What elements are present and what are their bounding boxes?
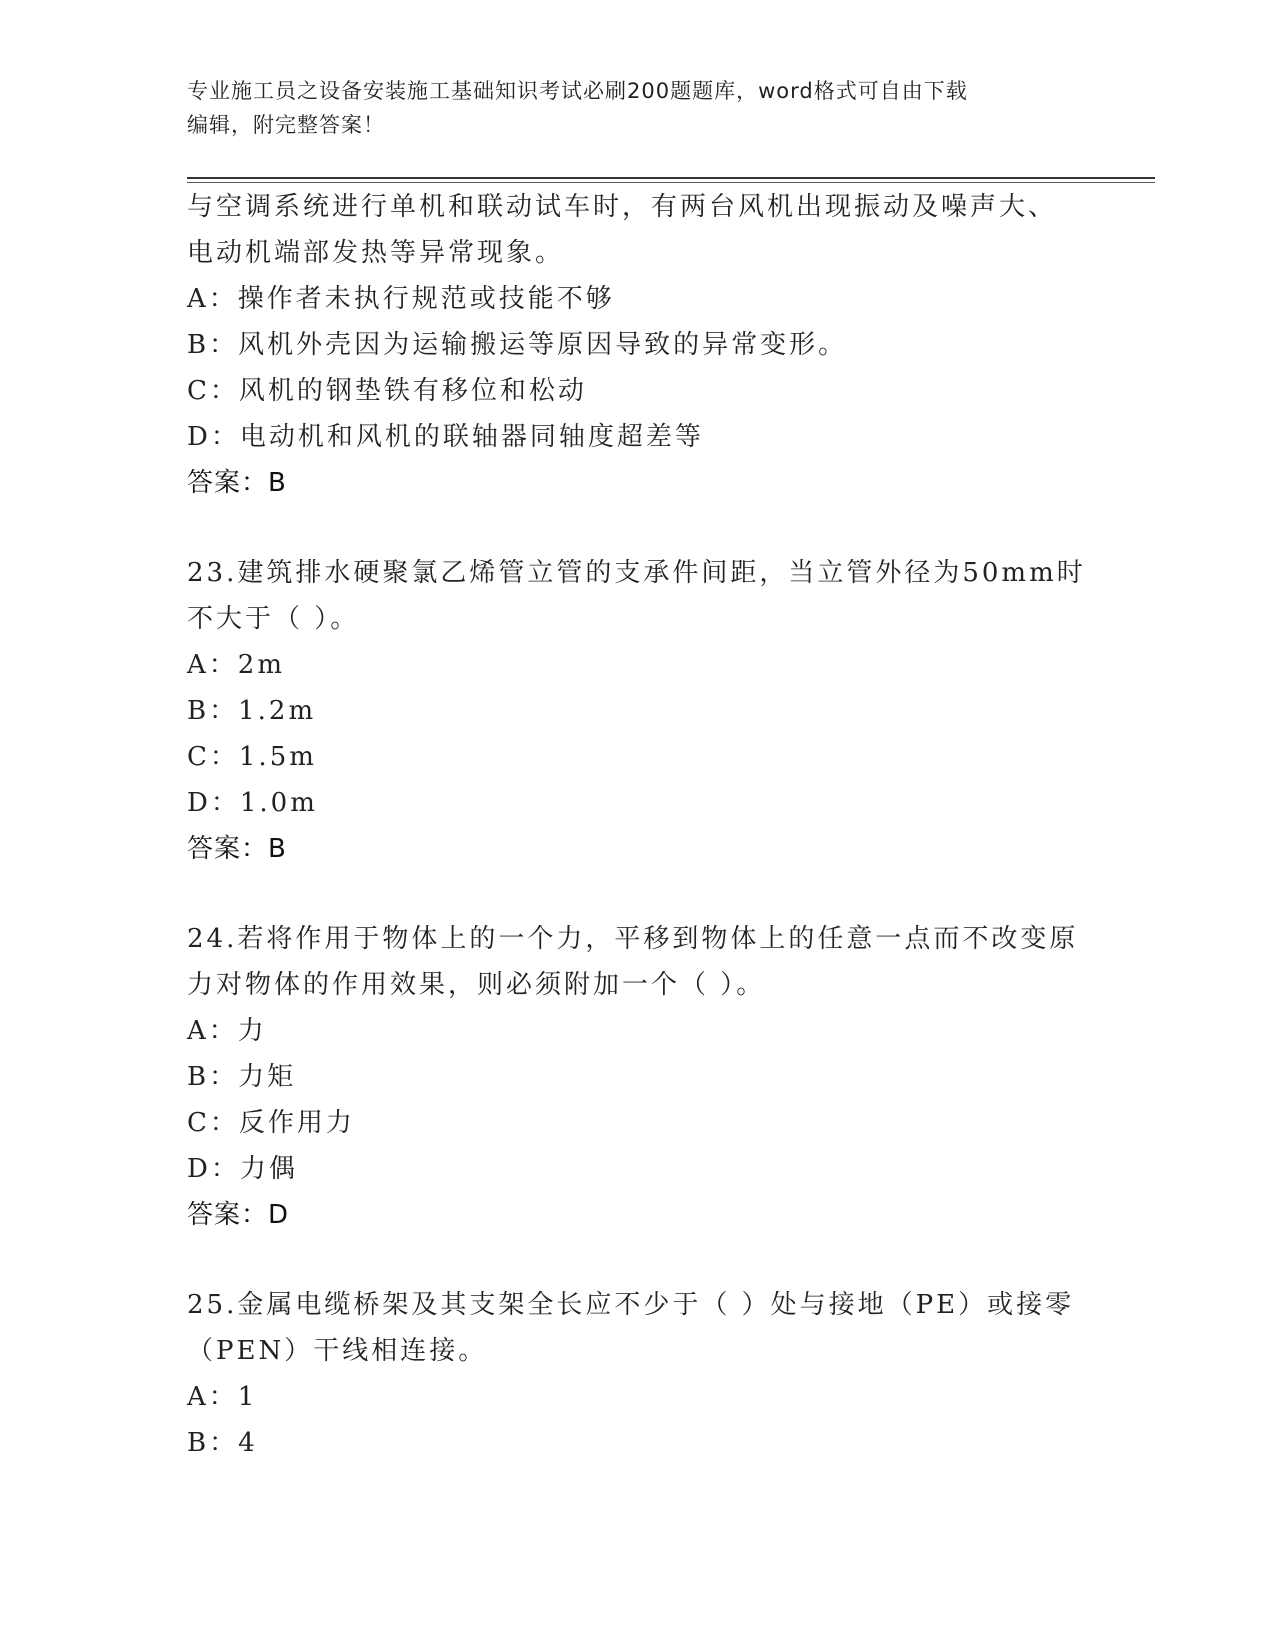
question-22-option-c: C：风机的钢垫铁有移位和松动 (187, 376, 587, 406)
header-divider-thick (187, 177, 1155, 179)
question-23-answer: 答案：B (187, 834, 287, 864)
question-24-option-d: D：力偶 (187, 1154, 298, 1184)
question-23-option-b: B：1.2m (187, 696, 317, 726)
question-23-stem-line-1: 23.建筑排水硬聚氯乙烯管立管的支承件间距，当立管外径为50mm时 (187, 558, 1086, 588)
question-22-option-a: A：操作者未执行规范或技能不够 (187, 284, 615, 314)
question-24-option-c: C：反作用力 (187, 1108, 355, 1138)
question-24-stem-line-1: 24.若将作用于物体上的一个力，平移到物体上的任意一点而不改变原 (187, 924, 1079, 954)
question-24-block (187, 916, 1087, 1238)
question-23-option-a: A：2m (187, 650, 285, 680)
question-25-block (187, 1282, 1087, 1466)
question-24-stem-line-2: 力对物体的作用效果，则必须附加一个（ ）。 (187, 970, 766, 1000)
question-24-option-a: A：力 (187, 1016, 267, 1046)
question-23-stem-line-2: 不大于（ ）。 (187, 604, 360, 634)
question-23-option-d: D：1.0m (187, 788, 318, 818)
question-25-option-a: A：1 (187, 1382, 258, 1412)
question-22-stem-line-2: 电动机端部发热等异常现象。 (187, 238, 565, 268)
header-title-line-2: 编辑，附完整答案！ (187, 113, 385, 137)
question-list (187, 184, 1087, 1466)
question-25-stem-line-2: （PEN）干线相连接。 (187, 1336, 488, 1366)
question-25-stem-line-1: 25.金属电缆桥架及其支架全长应不少于（ ）处与接地（PE）或接零 (187, 1290, 1075, 1320)
header-title-line-1: 专业施工员之设备安装施工基础知识考试必刷200题题库，word格式可自由下载 (187, 79, 968, 103)
question-spacer (187, 1238, 1087, 1282)
header-divider-thin (187, 182, 1155, 183)
question-22-answer: 答案：B (187, 468, 287, 498)
question-24-option-b: B：力矩 (187, 1062, 297, 1092)
question-22-option-b: B：风机外壳因为运输搬运等原因导致的异常变形。 (187, 330, 848, 360)
question-spacer (187, 872, 1087, 916)
question-22-option-d: D：电动机和风机的联轴器同轴度超差等 (187, 422, 704, 452)
question-25-option-b: B：4 (187, 1428, 258, 1458)
document-header (187, 74, 1087, 142)
question-23-block (187, 550, 1087, 872)
question-23-option-c: C：1.5m (187, 742, 317, 772)
question-spacer (187, 506, 1087, 550)
question-24-answer: 答案：D (187, 1200, 290, 1230)
question-22-stem-line-1: 与空调系统进行单机和联动试车时，有两台风机出现振动及噪声大、 (187, 192, 1058, 222)
question-22-block (187, 184, 1087, 506)
